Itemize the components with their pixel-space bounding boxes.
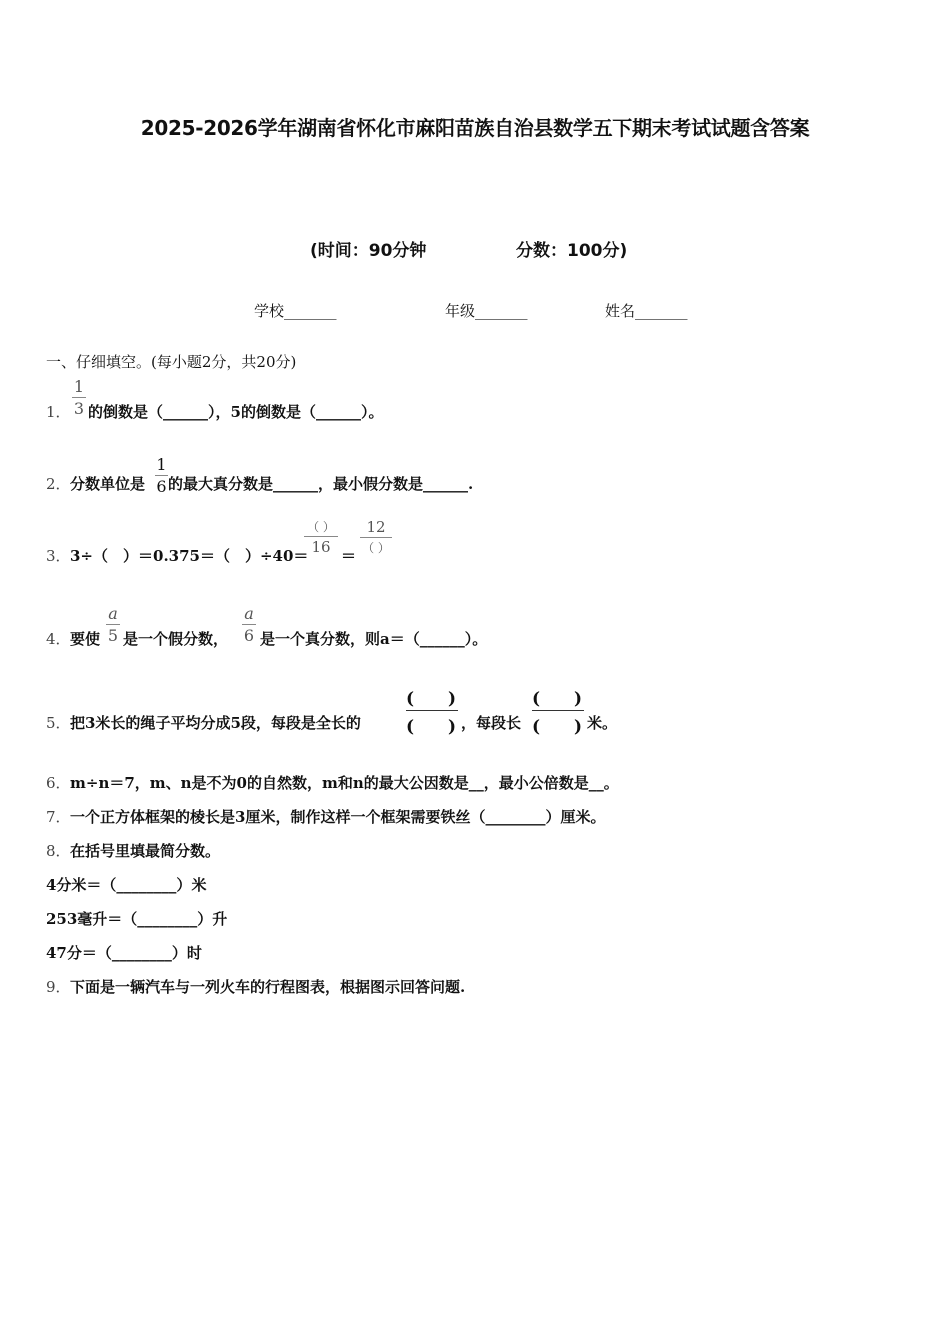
question-text: 下面是一辆汽车与一列火车的行程图表，根据图示回答问题. <box>70 978 466 996</box>
fraction <box>72 377 86 418</box>
numerator: （ ） <box>307 520 335 534</box>
numerator: a <box>244 604 254 623</box>
fraction <box>155 455 168 496</box>
sub-question: 47分＝（________）时 <box>46 944 202 962</box>
question-text: 是一个假分数， <box>123 630 229 648</box>
denominator: （ ） <box>362 541 390 555</box>
fraction-bar <box>304 536 338 537</box>
grade-field: 年级_______ <box>445 302 528 320</box>
denominator: 6 <box>156 477 167 496</box>
question-text: 分数单位是 <box>70 475 146 493</box>
fraction-bar <box>532 710 584 711</box>
question-number: 9． <box>46 978 71 996</box>
question-number: 5． <box>46 714 71 732</box>
sub-question: 253毫升＝（________）升 <box>46 910 228 928</box>
fraction-bar <box>360 537 392 538</box>
question-text: 3÷（ ）＝0.375＝（ ）÷40＝ <box>70 547 309 565</box>
blank-numerator: ( ) <box>532 689 583 709</box>
denominator: 5 <box>107 626 119 645</box>
question-number: 3． <box>46 547 71 565</box>
fraction <box>304 518 338 556</box>
equals-sign: ＝ <box>341 547 357 565</box>
question-text: ，每段长 <box>461 714 522 732</box>
denominator: 3 <box>73 399 85 418</box>
name-field: 姓名_______ <box>605 302 688 320</box>
question-text: 的倒数是（______），5的倒数是（______）。 <box>88 403 384 421</box>
numerator: 1 <box>156 455 167 474</box>
fraction-bar <box>72 397 86 398</box>
question-text: 一个正方体框架的棱长是3厘米，制作这样一个框架需要铁丝（________）厘米。 <box>70 808 606 826</box>
blank-numerator: ( ) <box>406 689 457 709</box>
fraction-bar <box>406 710 458 711</box>
fraction <box>106 604 120 645</box>
sub-question: 4分米＝（________）米 <box>46 876 207 894</box>
question-number: 1． <box>46 403 71 421</box>
document-title: 2025-2026学年湖南省怀化市麻阳苗族自治县数学五下期末考试试题含答案 <box>140 116 810 140</box>
question-number: 6． <box>46 774 71 792</box>
exam-time: (时间：90分钟 <box>310 241 427 261</box>
numerator: 12 <box>366 518 386 536</box>
question-text: m÷n＝7，m、n是不为0的自然数，m和n的最大公因数是__，最小公倍数是__。 <box>70 774 619 792</box>
question-text: 在括号里填最简分数。 <box>70 842 221 860</box>
school-field: 学校_______ <box>254 302 337 320</box>
fraction <box>360 518 392 556</box>
denominator: 16 <box>311 538 331 556</box>
fraction-bar <box>242 624 256 625</box>
denominator: 6 <box>243 626 255 645</box>
blank-denominator: ( ) <box>406 717 457 737</box>
fraction <box>242 604 256 645</box>
question-number: 4． <box>46 630 71 648</box>
section-heading: 一、仔细填空。(每小题2分，共20分) <box>46 353 297 371</box>
numerator: 1 <box>73 377 85 396</box>
blank-denominator: ( ) <box>532 717 583 737</box>
question-number: 2． <box>46 475 71 493</box>
question-text: 要使 <box>70 630 101 648</box>
question-text: 是一个真分数，则a＝（______）。 <box>260 630 488 648</box>
question-text: 米。 <box>587 714 618 732</box>
numerator: a <box>108 604 118 623</box>
question-number: 8． <box>46 842 71 860</box>
fraction-bar <box>106 624 120 625</box>
question-number: 7． <box>46 808 71 826</box>
exam-score: 分数：100分) <box>516 241 628 261</box>
fraction-bar <box>155 475 168 476</box>
question-text: 把3米长的绳子平均分成5段，每段是全长的 <box>70 714 361 732</box>
question-text: 的最大真分数是______，最小假分数是______. <box>168 475 474 493</box>
